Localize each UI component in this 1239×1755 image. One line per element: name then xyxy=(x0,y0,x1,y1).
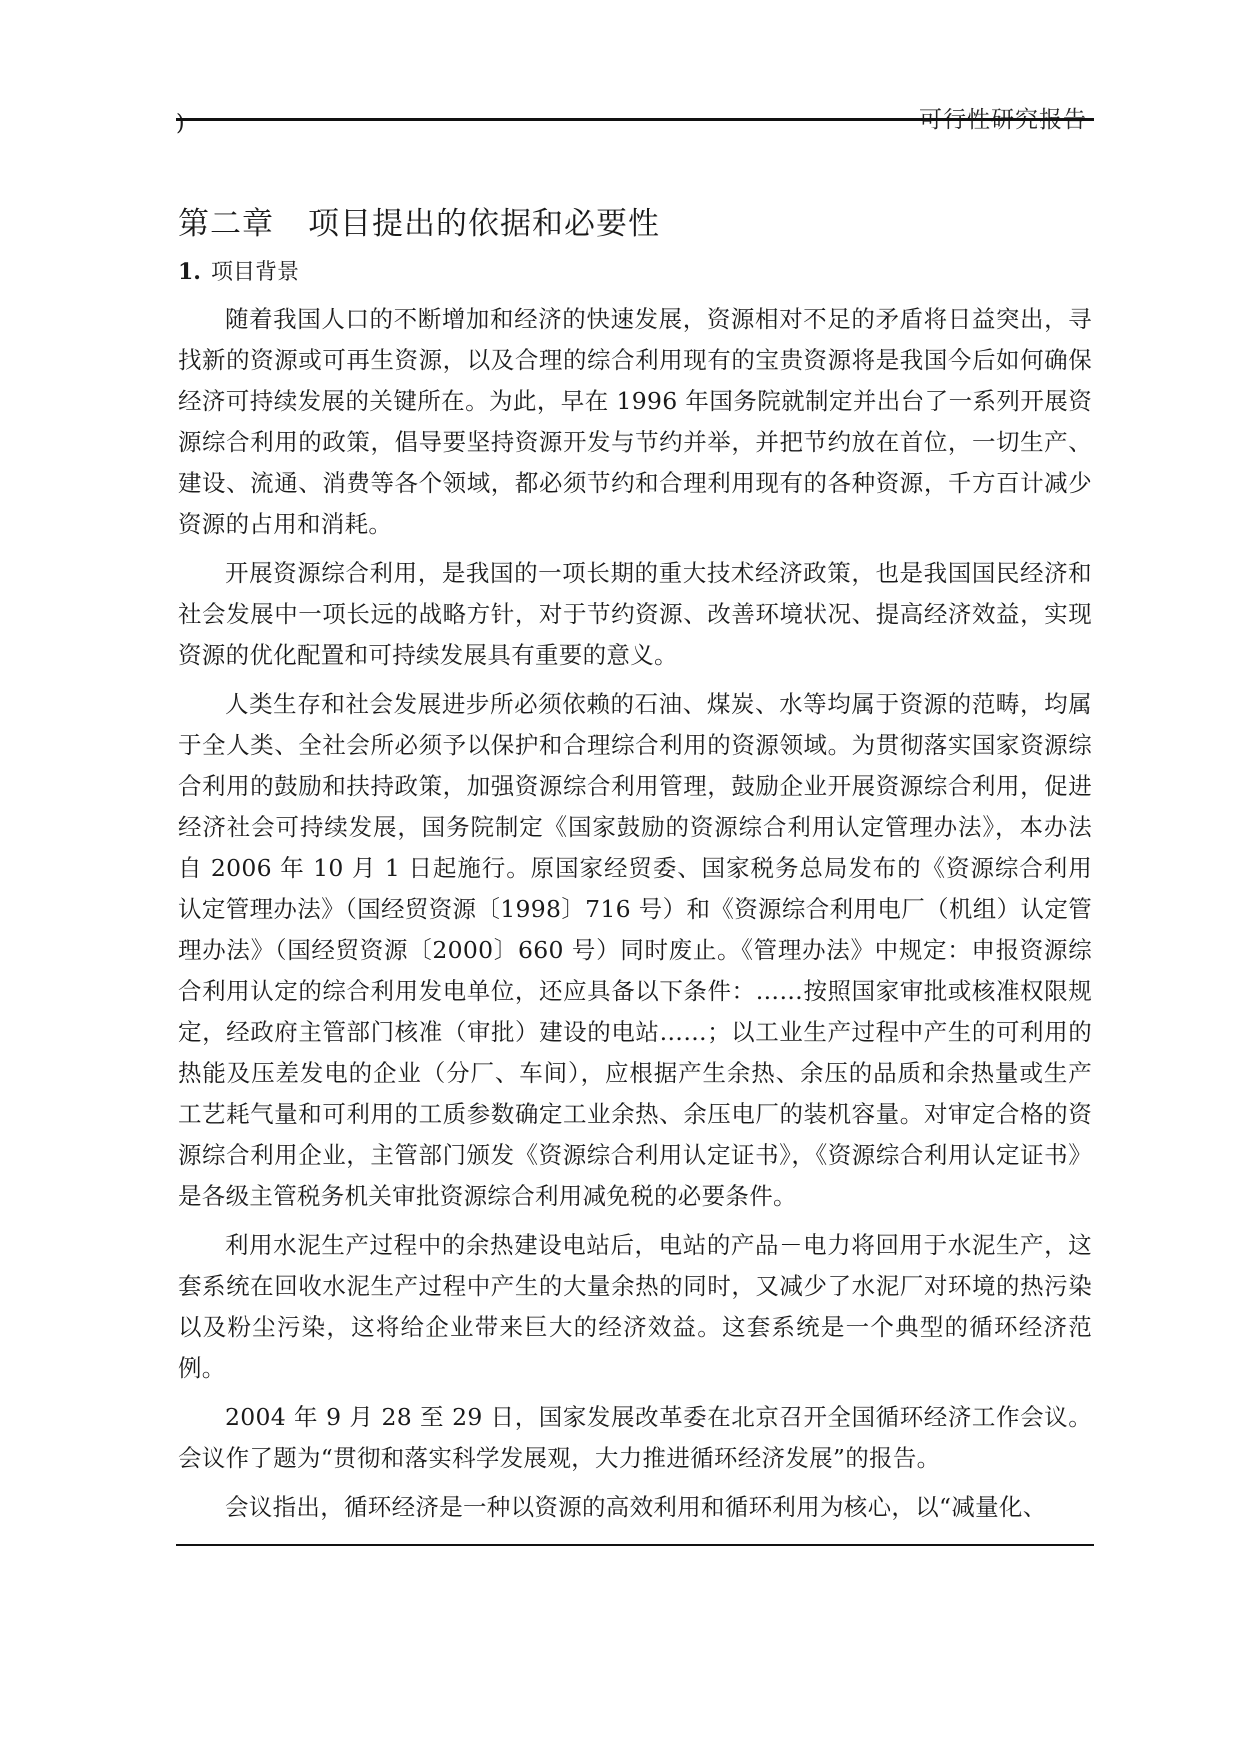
paragraph: 会议指出，循环经济是一种以资源的高效利用和循环利用为核心，以“减量化、 xyxy=(225,1493,1047,1521)
header-title: 可行性研究报告 xyxy=(919,107,1087,133)
paragraph: 开展资源综合利用，是我国的一项长期的重大技术经济政策，也是我国国民经济和社会发展中一项长远的战略方针，对于节约资源、改善环境状况、提高经济效益，实现资源的优化配置和可持续发展具有重要的意义。 xyxy=(178,559,1092,669)
paragraph: 2004 年 9 月 28 至 29 日，国家发展改革委在北京召开全国循环经济工作会议。会议作了题为“贯彻和落实科学发展观，大力推进循环经济发展”的报告。 xyxy=(178,1403,1092,1472)
section-number: 1. xyxy=(178,259,201,285)
header-rule xyxy=(176,118,1094,121)
section-heading xyxy=(178,254,1092,291)
chapter-title xyxy=(178,200,1092,248)
paragraph: 随着我国人口的不断增加和经济的快速发展，资源相对不足的矛盾将日益突出，寻找新的资源或可再生资源，以及合理的综合利用现有的宝贵资源将是我国今后如何确保经济可持续发展的关键所在。为此，早在 1996 年国务院就制定并出台了一系列开展资源综合利用的政策，倡导要坚持资源开发与节约并举，并把节约放在首位，一切生产、建设、流通、消费等各个领域，都必须节约和合理利用现有的各种资源，千方百计减少资源的占用和消耗。 xyxy=(178,305,1092,538)
paragraph: 利用水泥生产过程中的余热建设电站后，电站的产品－电力将回用于水泥生产，这套系统在回收水泥生产过程中产生的大量余热的同时，又减少了水泥厂对环境的热污染以及粉尘污染，这将给企业带来巨大的经济效益。这套系统是一个典型的循环经济范例。 xyxy=(178,1231,1092,1382)
chapter-label: 第二章 xyxy=(178,206,274,242)
header-mark: ) xyxy=(176,111,185,136)
page-content xyxy=(178,200,1092,1536)
footer-rule xyxy=(176,1544,1094,1546)
chapter-name: 项目提出的依据和必要性 xyxy=(308,206,660,242)
paragraph: 人类生存和社会发展进步所必须依赖的石油、煤炭、水等均属于资源的范畴，均属于全人类、全社会所必须予以保护和合理综合利用的资源领域。为贯彻落实国家资源综合利用的鼓励和扶持政策，加强资源综合利用管理，鼓励企业开展资源综合利用，促进经济社会可持续发展，国务院制定《国家鼓励的资源综合利用认定管理办法》，本办法自 2006 年 10 月 1 日起施行。原国家经贸委、国家税务总局发布的《资源综合利用认定管理办法》（国经贸资源〔1998〕716 号）和《资源综合利用电厂（机组）认定管理办法》（国经贸资源〔2000〕660 号）同时废止。《管理办法》中规定：申报资源综合利用认定的综合利用发电单位，还应具备以下条件：……按照国家审批或核准权限规定，经政府主管部门核准（审批）建设的电站……；以工业生产过程中产生的可利用的热能及压差发电的企业（分厂、车间），应根据产生余热、余压的品质和余热量或生产工艺耗气量和可利用的工质参数确定工业余热、余压电厂的装机容量。对审定合格的资源综合利用企业，主管部门颁发《资源综合利用认定证书》，《资源综合利用认定证书》是各级主管税务机关审批资源综合利用减免税的必要条件。 xyxy=(178,690,1092,1210)
section-title: 项目背景 xyxy=(210,260,299,285)
